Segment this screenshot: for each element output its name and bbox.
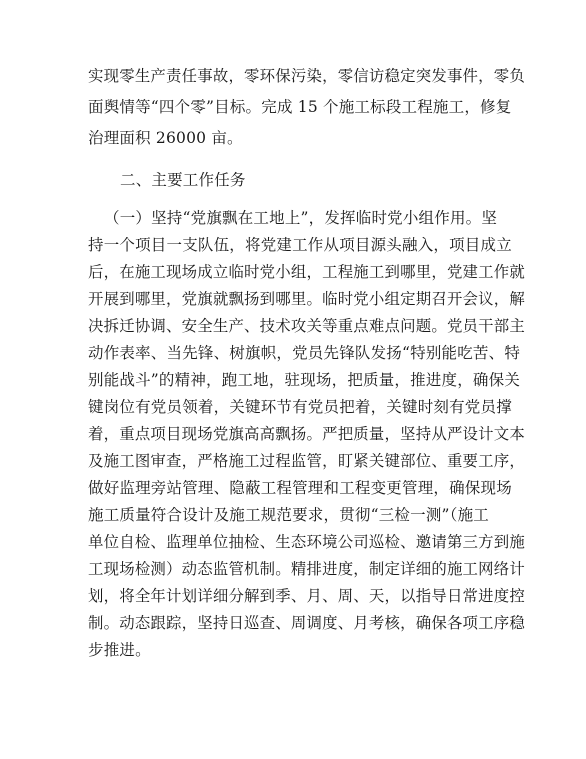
paragraph-line: 键岗位有党员领着，关键环节有党员把着，关键时刻有党员撑: [88, 398, 512, 416]
paragraph-line: （一）坚持“党旗飘在工地上”，发挥临时党小组作用。坚: [104, 209, 498, 227]
paragraph-line: 着，重点项目现场党旗高高飘扬。严把质量，坚持从严设计文本: [88, 425, 525, 443]
paragraph-line: 动作表率、当先锋、树旗帜，党员先锋队发扬“特别能吃苦、特: [88, 344, 521, 362]
intro-line: 面舆情等“四个零”目标。完成 15 个施工标段工程施工，修复: [88, 98, 512, 116]
paragraph-line: 后，在施工现场成立临时党小组，工程施工到哪里，党建工作就: [88, 263, 525, 281]
paragraph-line: 施工质量符合设计及施工规范要求，贯彻“三检一测”（施工: [88, 506, 489, 524]
paragraph-line: 别能战斗”的精神，跑工地，驻现场，把质量，推进度，确保关: [88, 371, 521, 389]
paragraph-line: 开展到哪里，党旗就飘扬到哪里。临时党小组定期召开会议，解: [88, 290, 525, 308]
intro-line: 实现零生产责任事故，零环保污染，零信访稳定突发事件，零负: [88, 67, 525, 85]
paragraph-line: 做好监理旁站管理、隐蔽工程管理和工程变更管理，确保现场: [88, 479, 512, 497]
paragraph-line: 划，将全年计划详细分解到季、月、周、天，以指导日常进度控: [88, 587, 525, 605]
paragraph-line: 工现场检测）动态监管机制。精排进度，制定详细的施工网络计: [88, 560, 525, 578]
paragraph-line: 单位自检、监理单位抽检、生态环境公司巡检、邀请第三方到施: [88, 533, 525, 551]
paragraph-line: 步推进。: [88, 641, 151, 659]
intro-line: 治理面积 26000 亩。: [88, 129, 243, 147]
paragraph-line: 及施工图审查，严格施工过程监管，盯紧关键部位、重要工序，: [88, 452, 525, 470]
paragraph-line: 制。动态跟踪，坚持日巡查、周调度、月考核，确保各项工序稳: [88, 614, 525, 632]
paragraph-line: 决拆迁协调、安全生产、技术攻关等重点难点问题。党员干部主: [88, 317, 525, 335]
section-heading: 二、主要工作任务: [120, 171, 246, 189]
paragraph-line: 持一个项目一支队伍，将党建工作从项目源头融入，项目成立: [88, 236, 512, 254]
